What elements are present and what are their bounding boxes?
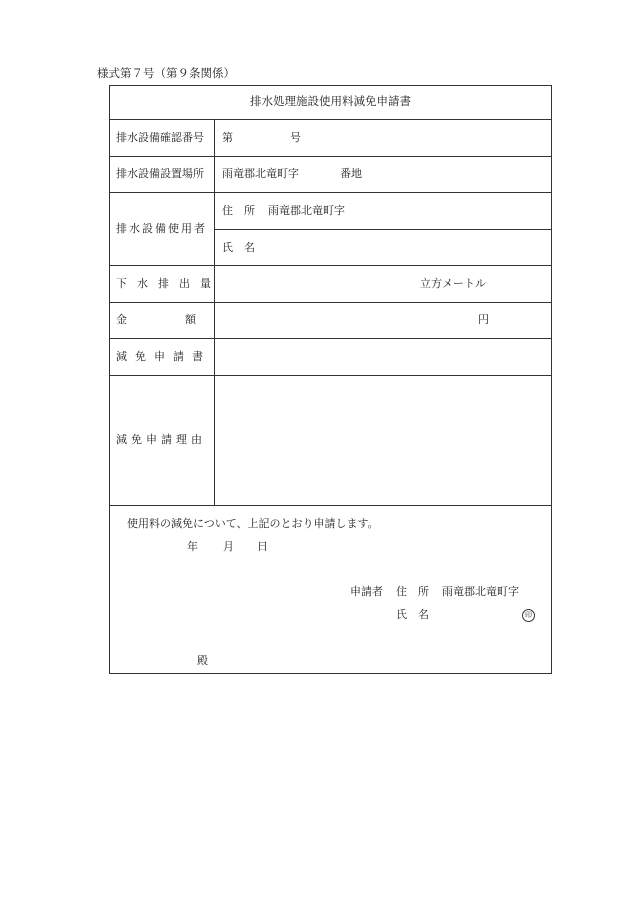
- applicant-name-label: 氏 名: [396, 608, 429, 621]
- label-sewage-volume: [116, 277, 221, 290]
- applicant-address-value: 雨竜郡北竜町字: [442, 585, 519, 598]
- row-divider: [214, 229, 552, 230]
- label-reduction-reason: [116, 434, 208, 445]
- row-divider: [109, 505, 552, 506]
- row-divider: [109, 375, 552, 376]
- declaration-text: 使用料の減免について、上記のとおり申請します。: [127, 517, 379, 530]
- user-address-value: 雨竜郡北竜町字: [268, 204, 345, 217]
- date-year: 年: [187, 540, 198, 553]
- label-user: [116, 223, 208, 234]
- label-text: 金額: [116, 313, 254, 326]
- label-text: 下水排出量: [116, 277, 221, 290]
- addressee-suffix: 殿: [197, 654, 208, 667]
- label-reduction-request: [116, 350, 211, 363]
- label-confirmation-number: [116, 132, 208, 143]
- row-divider: [109, 302, 552, 303]
- applicant-label: 申請者: [350, 585, 383, 598]
- row-divider: [109, 119, 552, 120]
- install-location-suffix: 番地: [340, 167, 362, 180]
- applicant-address-label: 住 所: [396, 585, 429, 598]
- amount-unit: 円: [478, 313, 489, 326]
- label-text: 減免申請書: [116, 350, 211, 363]
- row-divider: [109, 192, 552, 193]
- row-divider: [109, 265, 552, 266]
- form-title: 排水処理施設使用料減免申請書: [250, 94, 411, 108]
- confirmation-number-prefix: 第: [222, 131, 233, 144]
- row-divider: [109, 338, 552, 339]
- install-location-value: 雨竜郡北竜町字: [222, 167, 299, 180]
- label-text: 排水設備確認番号: [116, 131, 204, 144]
- label-install-location: [116, 168, 208, 179]
- sewage-volume-unit: 立方メートル: [420, 277, 486, 290]
- seal-mark: [522, 608, 535, 622]
- form-number-label: 様式第７号（第９条関係）: [97, 66, 235, 80]
- label-amount: [116, 313, 254, 326]
- date-day: 日: [257, 540, 268, 553]
- column-divider: [214, 119, 215, 505]
- confirmation-number-suffix: 号: [290, 131, 301, 144]
- seal-icon: 印: [522, 609, 535, 622]
- label-text: 排水設備設置場所: [116, 167, 204, 180]
- row-divider: [109, 156, 552, 157]
- user-address-label: 住 所: [222, 204, 255, 217]
- date-month: 月: [223, 540, 234, 553]
- user-name-label: 氏 名: [222, 241, 255, 254]
- label-text: 排水設備使用者: [116, 222, 207, 235]
- label-text: 減免申請理由: [116, 433, 206, 446]
